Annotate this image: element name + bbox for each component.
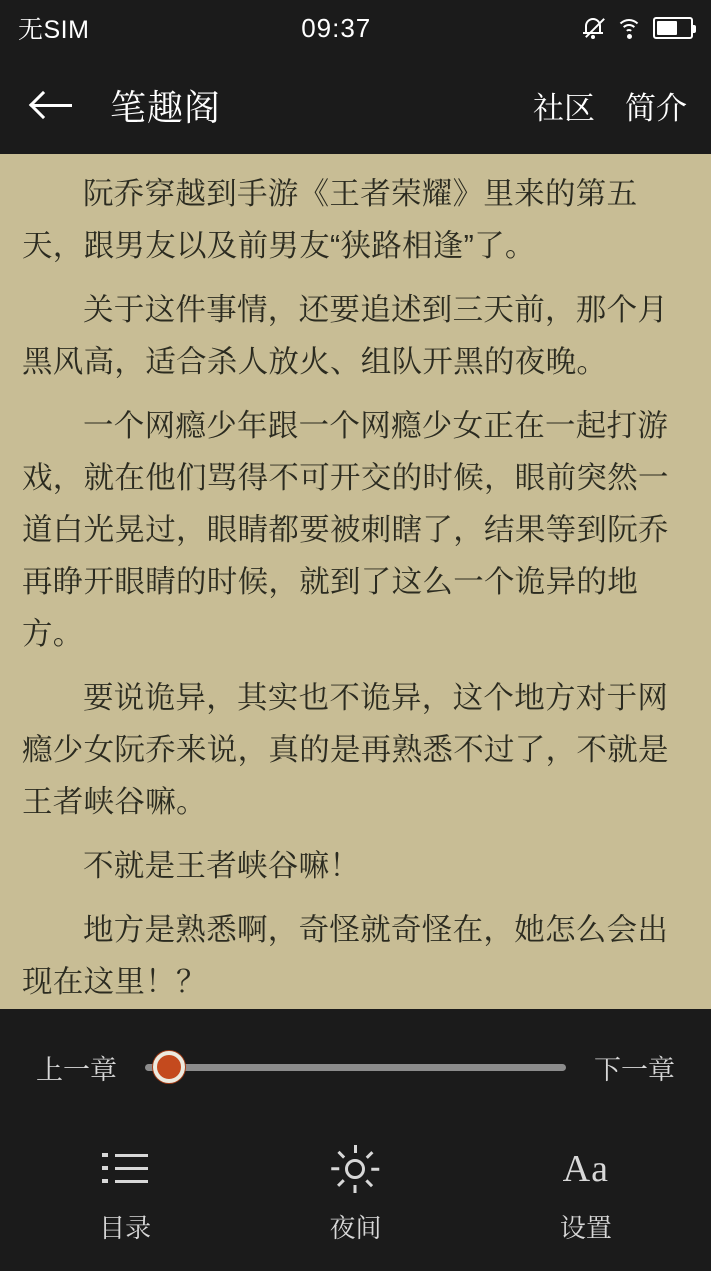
- settings-label: 设置: [559, 1213, 612, 1243]
- settings-button[interactable]: [472, 1146, 700, 1245]
- paragraph: 不就是王者峡谷嘛！: [83, 849, 361, 883]
- app-bar: [0, 56, 711, 154]
- night-mode-label: 夜间: [329, 1213, 382, 1243]
- reader-control-panel: [0, 1009, 711, 1271]
- reader-toolbar: [0, 1146, 711, 1249]
- back-arrow-icon[interactable]: [24, 77, 80, 133]
- app-bar-actions: [533, 83, 687, 128]
- paragraph: 一个网瘾少年跟一个网瘾少女正在一起打游戏，就在他们骂得不可开交的时候，眼前突然一道白光晃过，眼睛都要被刺瞎了，结果等到阮乔再睁开眼睛的时候，就到了这么一个诡异的地方。: [22, 409, 669, 651]
- community-button[interactable]: 社区: [533, 90, 595, 126]
- next-chapter-button[interactable]: 下一章: [594, 1054, 675, 1085]
- paragraph: 阮乔穿越到手游《王者荣耀》里来的第五天，跟男友以及前男友“狭路相逢”了。: [22, 177, 638, 263]
- sun-icon: [332, 1146, 378, 1192]
- status-icons: [583, 16, 693, 40]
- battery-icon: [653, 17, 693, 39]
- font-size-icon: Aa: [562, 1148, 609, 1190]
- slider-track: [145, 1064, 566, 1071]
- status-bar: [0, 0, 711, 56]
- introduction-button[interactable]: 简介: [625, 90, 687, 126]
- catalog-label: 目录: [99, 1213, 152, 1243]
- reader-content[interactable]: [0, 154, 711, 1271]
- night-mode-button[interactable]: [241, 1146, 469, 1245]
- chapter-progress-slider[interactable]: [145, 1050, 566, 1084]
- clock-label: 09:37: [301, 12, 372, 43]
- list-icon: [102, 1152, 148, 1186]
- paragraph: 地方是熟悉啊，奇怪就奇怪在，她怎么会出现在这里！？: [22, 913, 669, 999]
- slider-thumb[interactable]: [153, 1051, 185, 1083]
- paragraph: 关于这件事情，还要追述到三天前，那个月黑风高，适合杀人放火、组队开黑的夜晚。: [22, 293, 669, 379]
- wifi-icon: [616, 17, 642, 39]
- paragraph: 要说诡异，其实也不诡异，这个地方对于网瘾少女阮乔来说，真的是再熟悉不过了，不就是王者峡谷嘛。: [22, 681, 669, 819]
- prev-chapter-button[interactable]: 上一章: [36, 1054, 117, 1085]
- page-title: 笔趣阁: [110, 86, 222, 128]
- carrier-label: 无SIM: [18, 16, 90, 44]
- mute-bell-icon: [583, 16, 605, 40]
- chapter-progress-row: [0, 1037, 711, 1097]
- catalog-button[interactable]: [11, 1146, 239, 1245]
